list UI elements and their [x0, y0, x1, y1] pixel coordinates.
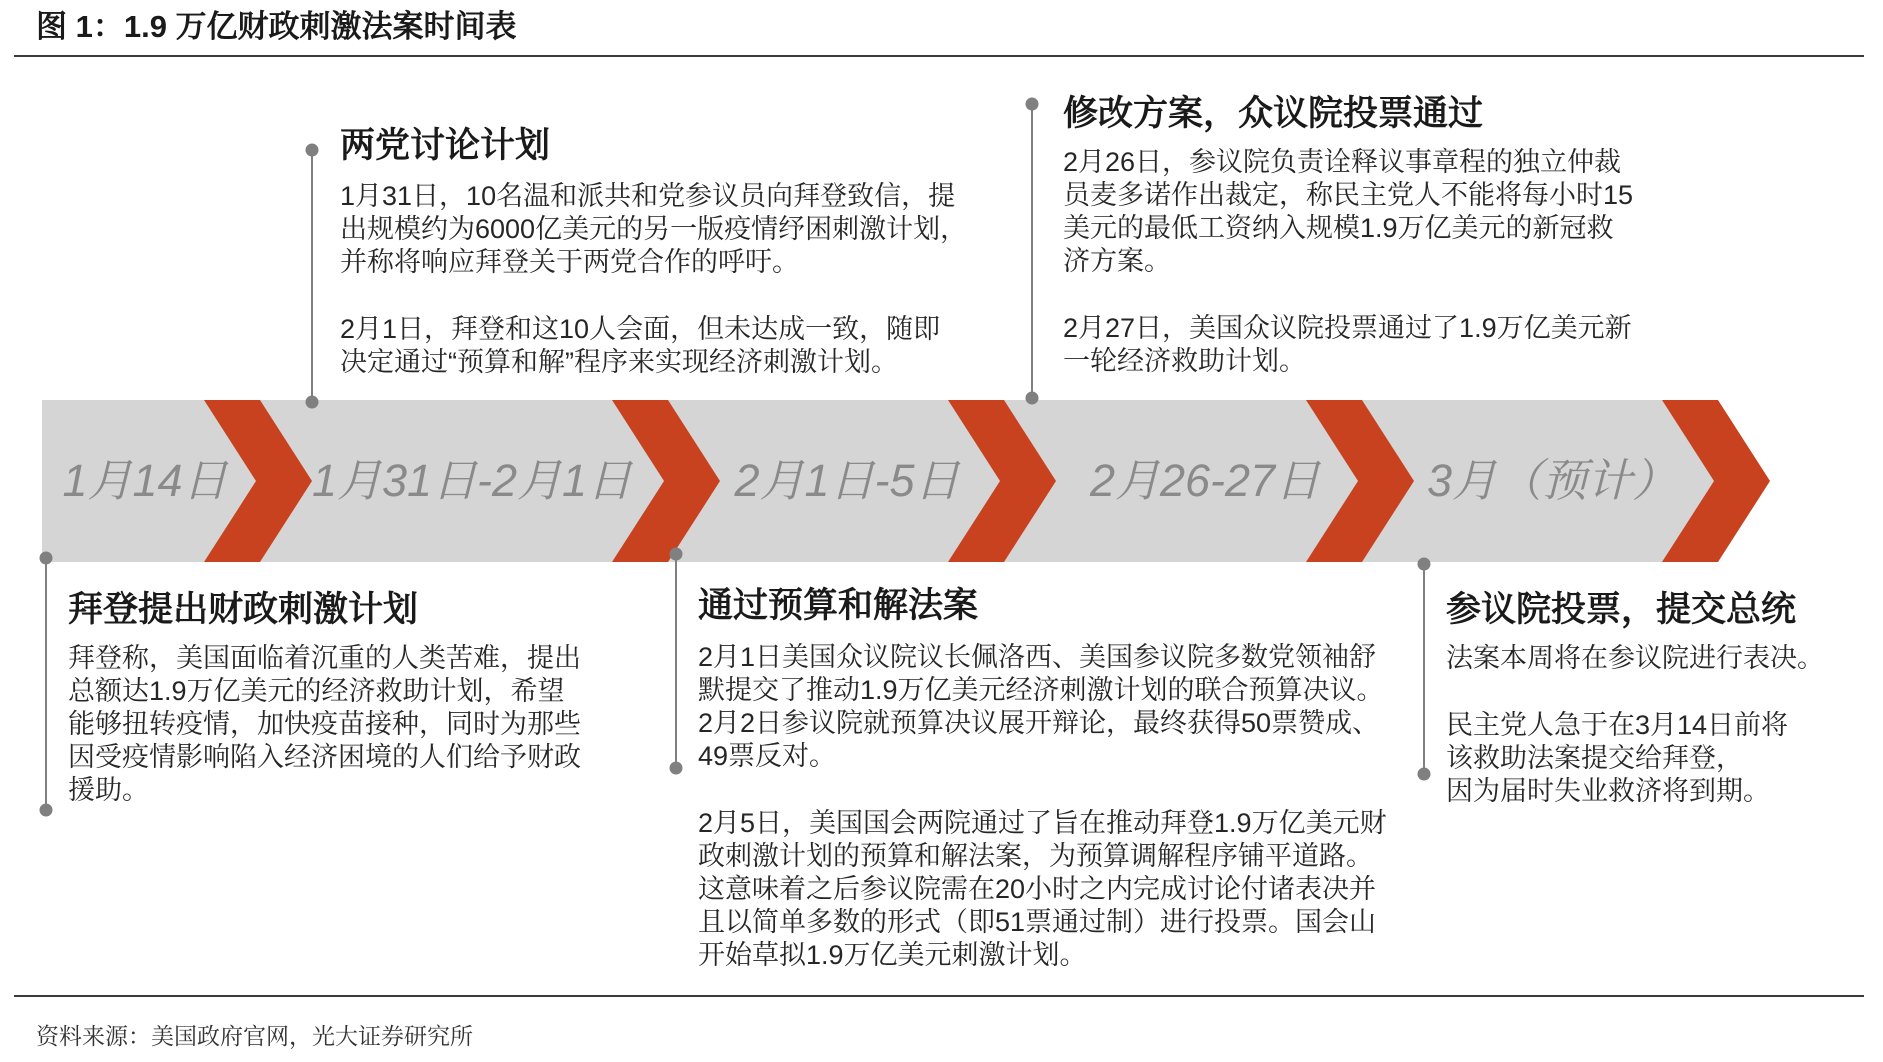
- event-text-line: 民主党人急于在3月14日前将: [1446, 710, 1789, 740]
- source-note: 资料来源：美国政府官网，光大证券研究所: [36, 1023, 473, 1049]
- connector-dot: [670, 762, 683, 775]
- connector-dot: [306, 396, 319, 409]
- event-budget-reconciliation: [698, 585, 1387, 970]
- event-text-line: 一轮经济救助计划。: [1063, 346, 1306, 376]
- event-text-line: 2月1日美国众议院议长佩洛西、美国参议院多数党领袖舒: [698, 642, 1377, 672]
- event-biden-proposal: [68, 589, 581, 805]
- event-text-line: 法案本周将在参议院进行表决。: [1446, 643, 1824, 673]
- event-text-line: 美元的最低工资纳入规模1.9万亿美元的新冠救: [1063, 213, 1614, 243]
- event-text-line: 因为届时失业救济将到期。: [1446, 776, 1770, 806]
- event-text-line: 拜登称，美国面临着沉重的人类苦难，提出: [68, 643, 581, 673]
- footer-divider: [14, 995, 1864, 997]
- connector-dot: [1026, 98, 1039, 111]
- event-text-line: 该救助法案提交给拜登，: [1446, 743, 1743, 773]
- event-heading: 拜登提出财政刺激计划: [68, 590, 419, 629]
- event-text-line: 出规模约为6000亿美元的另一版疫情纾困刺激计划，: [340, 214, 968, 244]
- event-paragraph: [1063, 312, 1633, 378]
- event-paragraph: [1446, 709, 1824, 808]
- event-paragraph: [68, 642, 581, 807]
- figure-title: 图 1：1.9 万亿财政刺激法案时间表: [36, 9, 517, 44]
- event-heading: 修改方案，众议院投票通过: [1063, 94, 1484, 133]
- event-text-line: 2月1日，拜登和这10人会面，但未达成一致，随即: [340, 314, 941, 344]
- connector-dot: [306, 144, 319, 157]
- event-body: [68, 642, 581, 807]
- event-body: [1446, 642, 1824, 808]
- event-text-line: 能够扭转疫情，加快疫苗接种，同时为那些: [68, 709, 581, 739]
- event-text-line: 49票反对。: [698, 741, 837, 771]
- event-bipartisan-talks: [340, 125, 968, 377]
- event-text-line: 1月31日，10名温和派共和党参议员向拜登致信，提: [340, 181, 956, 211]
- event-house-vote: [1063, 93, 1634, 376]
- event-text-line: 援助。: [68, 775, 149, 805]
- event-text-line: 并称将响应拜登关于两党合作的呼吁。: [340, 247, 799, 277]
- event-text-line: 决定通过“预算和解”程序来实现经济刺激计划。: [340, 347, 898, 377]
- event-paragraph: [698, 641, 1387, 773]
- event-text-line: 2月5日，美国国会两院通过了旨在推动拜登1.9万亿美元财: [698, 808, 1387, 838]
- event-text-line: 员麦多诺作出裁定，称民主党人不能将每小时15: [1063, 180, 1634, 210]
- event-text-line: 因受疫情影响陷入经济困境的人们给予财政: [68, 742, 581, 772]
- event-heading: 通过预算和解法案: [698, 586, 979, 625]
- event-paragraph: [1063, 146, 1633, 278]
- stage-label: 1月14日: [62, 455, 228, 506]
- connector-dot: [40, 804, 53, 817]
- event-text-line: 2月2日参议院就预算决议展开辩论，最终获得50票赞成、: [698, 708, 1380, 738]
- event-text-line: 总额达1.9万亿美元的经济救助计划，希望: [68, 676, 565, 706]
- event-paragraph: [340, 313, 967, 379]
- event-text-line: 济方案。: [1063, 246, 1171, 276]
- stage-label: 2月26-27日: [1089, 455, 1321, 506]
- connector-dot: [1418, 558, 1431, 571]
- event-paragraph: [340, 180, 967, 279]
- connector-dot: [40, 552, 53, 565]
- event-text-line: 开始草拟1.9万亿美元刺激计划。: [698, 940, 1087, 970]
- connector-dot: [1026, 392, 1039, 405]
- stage-label: 3月（预计）: [1426, 455, 1678, 506]
- event-text-line: 这意味着之后参议院需在20小时之内完成讨论付诸表决并: [698, 874, 1377, 904]
- event-heading: 参议院投票，提交总统: [1446, 590, 1797, 629]
- stage-label: 2月1日-5日: [734, 455, 960, 506]
- connector-dot: [670, 548, 683, 561]
- event-text-line: 且以简单多数的形式（即51票通过制）进行投票。国会山: [698, 907, 1377, 937]
- event-heading: 两党讨论计划: [340, 126, 551, 165]
- event-body: [698, 641, 1387, 972]
- stage-label: 1月31日-2月1日: [311, 455, 633, 506]
- event-senate-vote: [1446, 589, 1824, 806]
- connector-dot: [1418, 768, 1431, 781]
- event-text-line: 2月27日，美国众议院投票通过了1.9万亿美元新: [1063, 313, 1632, 343]
- event-paragraph: [698, 807, 1387, 972]
- event-paragraph: [1446, 642, 1824, 675]
- event-text-line: 2月26日，参议院负责诠释议事章程的独立仲裁: [1063, 147, 1622, 177]
- event-body: [340, 180, 967, 379]
- event-text-line: 政刺激计划的预算和解法案，为预算调解程序铺平道路。: [698, 841, 1373, 871]
- event-text-line: 默提交了推动1.9万亿美元经济刺激计划的联合预算决议。: [698, 675, 1384, 705]
- event-body: [1063, 146, 1633, 378]
